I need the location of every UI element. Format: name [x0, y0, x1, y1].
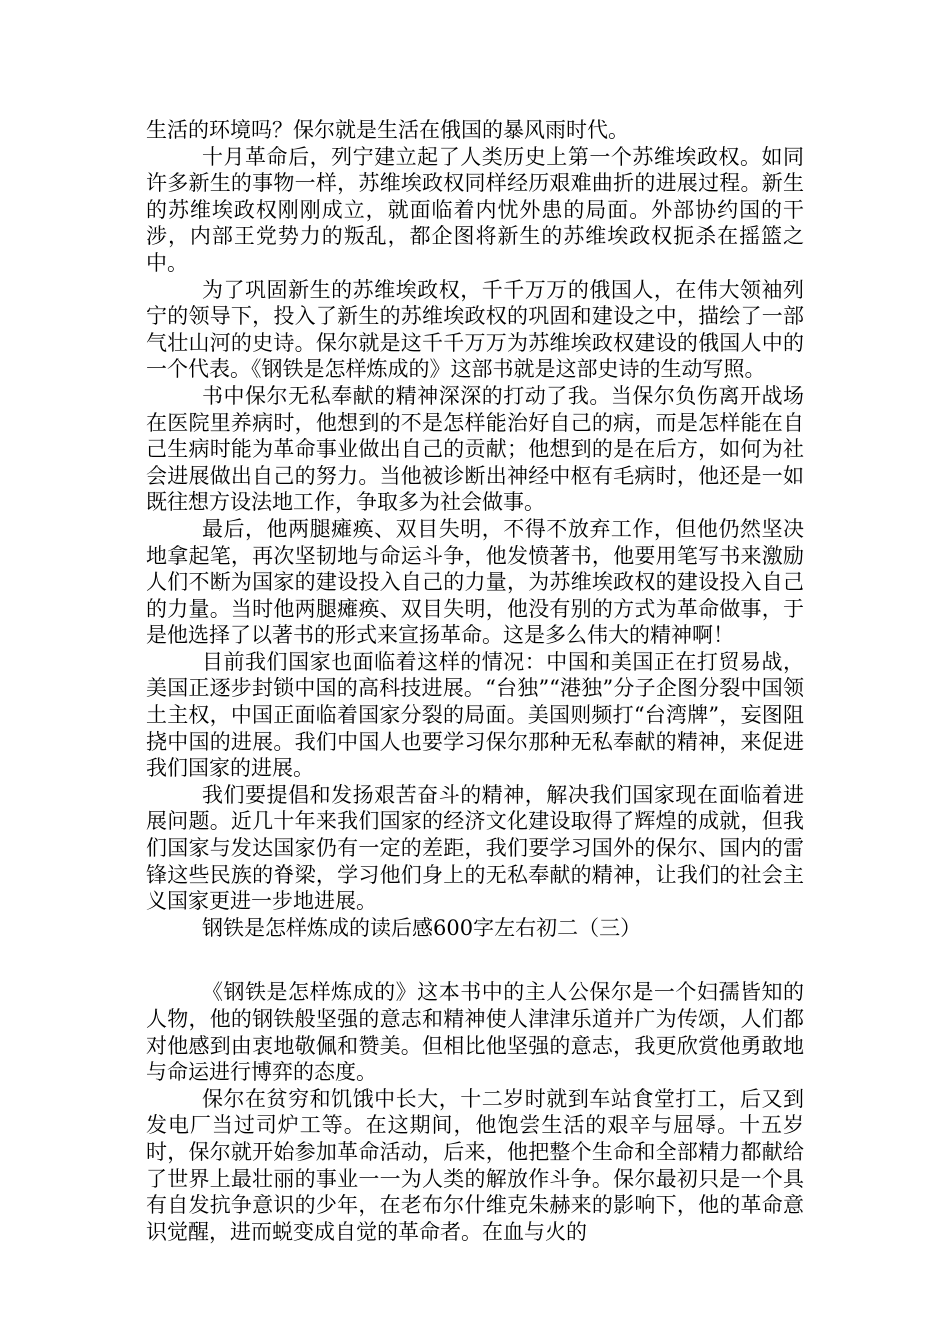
- paragraph-october-revolution: 十月革命后，列宁建立起了人类历史上第一个苏维埃政权。如同许多新生的事物一样，苏维埃政权同样经历艰难曲折的进展过程。新生的苏维埃政权刚刚成立，就面临着内忧外患的局面。外部协约国的干涉，内部王党势力的叛乱，都企图将新生的苏维埃政权扼杀在摇篮之中。: [146, 144, 804, 275]
- paragraph-consolidate-soviet: 为了巩固新生的苏维埃政权，千千万万的俄国人，在伟大领袖列宁的领导下，投入了新生的苏维埃政权的巩固和建设之中，描绘了一部气壮山河的史诗。保尔就是这千千万万为苏维埃政权建设的俄国人中的一个代表。《钢铁是怎样炼成的》这部书就是这部史诗的生动写照。: [146, 277, 804, 382]
- continuation-paragraph: 生活的环境吗？保尔就是生活在俄国的暴风雨时代。: [146, 118, 629, 142]
- paragraph-paralysis-writing: 最后，他两腿瘫痪、双目失明，不得不放弃工作，但他仍然坚决地拿起笔，再次坚韧地与命运斗争，他发愤著书，他要用笔写书来激励人们不断为国家的建设投入自己的力量，为苏维埃政权的建设投入自己的力量。当时他两腿瘫痪、双目失明，他没有别的方式为革命做事，于是他选择了以著书的形式来宣扬革命。这是多么伟大的精神啊！: [146, 516, 804, 648]
- paragraph-poverty-childhood: 保尔在贫穷和饥饿中长大，十二岁时就到车站食堂打工，后又到发电厂当过司炉工等。在这期间，他饱尝生活的艰辛与屈辱。十五岁时，保尔就开始参加革命活动，后来，他把整个生命和全部精力都献给了世界上最壮丽的事业一一为人类的解放作斗争。保尔最初只是一个具有自发抗争意识的少年，在老布尔什维克朱赫来的影响下，他的革命意识觉醒，进而蜕变成自觉的革命者。在血与火的: [146, 1086, 804, 1244]
- paragraph-hero-introduction: 《钢铁是怎样炼成的》这本书中的主人公保尔是一个妇孺皆知的人物，他的钢铁般坚强的意志和精神使人津津乐道并广为传颂，人们都对他感到由衷地敬佩和赞美。但相比他坚强的意志，我更欣赏他勇敢地与命运进行博弈的态度。: [146, 980, 804, 1085]
- document-page: [146, 117, 804, 1245]
- paragraph-hard-work: 我们要提倡和发扬艰苦奋斗的精神，解决我们国家现在面临着进展问题。近几十年来我们国家的经济文化建设取得了辉煌的成就，但我们国家与发达国家仍有一定的差距，我们要学习国外的保尔、国内的雷锋这些民族的脊梁，学习他们身上的无私奉献的精神，让我们的社会主义国家更进一步地进展。: [146, 782, 804, 914]
- section-spacer: [146, 941, 804, 979]
- paragraph-current-situation: 目前我们国家也面临着这样的情况：中国和美国正在打贸易战，美国正逐步封锁中国的高科技进展。“台独”“港独”分子企图分裂中国领土主权，中国正面临着国家分裂的局面。美国则频打“台湾牌”，妄图阻挠中国的进展。我们中国人也要学习保尔那种无私奉献的精神，来促进我们国家的进展。: [146, 649, 804, 781]
- paragraph-selfless-spirit: 书中保尔无私奉献的精神深深的打动了我。当保尔负伤离开战场在医院里养病时，他想到的不是怎样能治好自己的病，而是怎样能在自己生病时能为革命事业做出自己的贡献；他想到的是在后方，如何为社会进展做出自己的努力。当他被诊断出神经中枢有毛病时，他还是一如既往想方设法地工作，争取多为社会做事。: [146, 383, 804, 515]
- section-heading: 钢铁是怎样炼成的读后感600字左右初二（三）: [202, 915, 642, 940]
